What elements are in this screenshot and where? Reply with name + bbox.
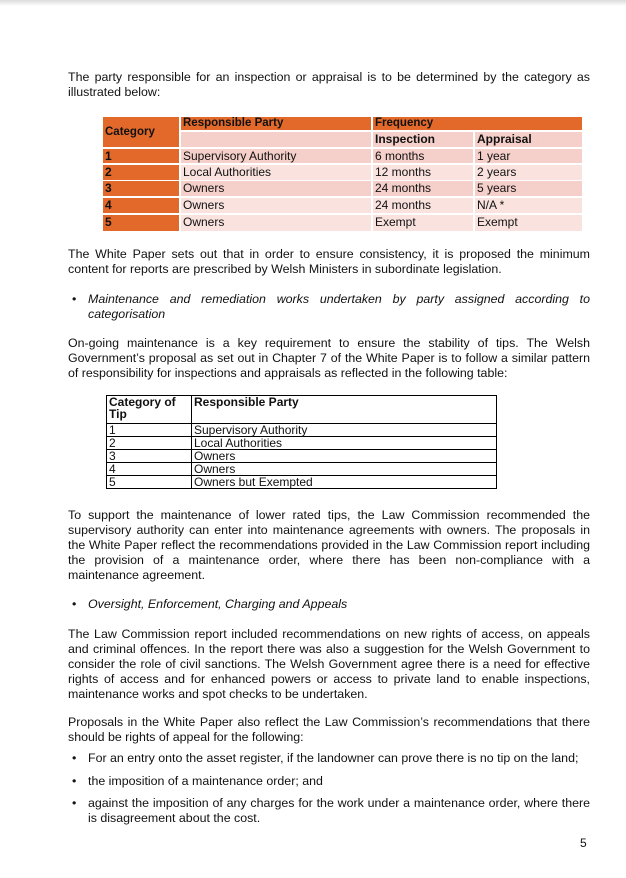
row5-appraisal: Exempt	[475, 215, 582, 231]
appeal-bullet-2-text: the imposition of a maintenance order; and	[88, 774, 323, 788]
row5-party: Owners	[181, 215, 371, 231]
responsible-party-table	[106, 395, 497, 489]
row1-appraisal: 1 year	[475, 149, 582, 163]
header-responsible-party: Responsible Party	[181, 117, 371, 130]
bullet-oversight-text: Oversight, Enforcement, Charging and Appeals	[88, 597, 348, 611]
bullet-maintenance-text: Maintenance and remediation works undertaken by party assigned according to categorisation	[88, 292, 590, 321]
row1-inspection: 6 months	[373, 149, 473, 163]
bullet-icon: •	[72, 774, 77, 788]
t2-row4-party: Owners	[192, 463, 497, 476]
row1-party: Supervisory Authority	[181, 149, 371, 163]
bullet-icon: •	[72, 796, 77, 810]
header-blank-cell	[181, 132, 371, 147]
row2-inspection: 12 months	[373, 165, 473, 180]
header-appraisal: Appraisal	[475, 132, 582, 147]
t2-row4-category: 4	[107, 463, 192, 476]
header-category: Category	[103, 117, 179, 147]
t2-row5-party: Owners but Exempted	[192, 476, 497, 489]
row3-appraisal: 5 years	[475, 181, 582, 196]
row3-inspection: 24 months	[373, 181, 473, 196]
row4-party: Owners	[181, 198, 371, 213]
t2-header-party: Responsible Party	[192, 396, 497, 424]
page-top-shadow	[0, 0, 626, 6]
header-frequency: Frequency	[373, 117, 582, 130]
support-paragraph: To support the maintenance of lower rated tips, the Law Commission recommended the supervisory authority can enter into maintenance agreements with owners. The proposals in the White Paper reflect the recommendations provided in the Law Commission report including the provision of a maintenance order, where there has been non-compliance with a maintenance agreement.	[68, 508, 590, 582]
row5-inspection: Exempt	[373, 215, 473, 231]
intro-paragraph: The party responsible for an inspection or appraisal is to be determined by the category as illustrated below:	[68, 70, 590, 99]
t2-row3-party: Owners	[192, 450, 497, 463]
row1-category: 1	[103, 149, 179, 163]
appeal-bullet-3-text: against the imposition of any charges for the work under a maintenance order, where there is disagreement about the cost.	[88, 796, 590, 825]
header-inspection: Inspection	[373, 132, 473, 147]
white-paper-paragraph: The White Paper sets out that in order to ensure consistency, it is proposed the minimum content for reports are prescribed by Welsh Ministers in subordinate legislation.	[68, 247, 590, 276]
row2-appraisal: 2 years	[475, 165, 582, 180]
row2-category: 2	[103, 165, 179, 180]
row5-category: 5	[103, 215, 179, 231]
row3-category: 3	[103, 181, 179, 196]
t2-row2-party: Local Authorities	[192, 437, 497, 450]
t2-row2-category: 2	[107, 437, 192, 450]
page-number: 5	[580, 836, 587, 850]
bullet-icon: •	[72, 292, 77, 306]
bullet-icon: •	[72, 751, 77, 765]
row4-appraisal: N/A *	[475, 198, 582, 213]
proposals-paragraph: Proposals in the White Paper also reflect the Law Commission’s recommendations that there should be rights of appeal for the following:	[68, 715, 590, 744]
law-commission-paragraph: The Law Commission report included recommendations on new rights of access, on appeals and criminal offences. In the report there was also a suggestion for the Welsh Government to consider the role of civil sanctions. The Welsh Government agree there is a need for effective rights of access and for enhanced powers or access to private land to enable inspections, maintenance works and spot checks to be undertaken.	[68, 627, 590, 701]
row4-inspection: 24 months	[373, 198, 473, 213]
ongoing-maintenance-paragraph: On-going maintenance is a key requirement to ensure the stability of tips. The Welsh Government’s proposal as set out in Chapter 7 of the White Paper is to follow a similar pattern of responsibility for inspections and appraisals as reflected in the following table:	[68, 336, 590, 380]
t2-row1-category: 1	[107, 424, 192, 437]
appeal-bullet-1-text: For an entry onto the asset register, if the landowner can prove there is no tip on the land;	[88, 751, 579, 765]
t2-row5-category: 5	[107, 476, 192, 489]
category-frequency-table	[103, 117, 582, 231]
row4-category: 4	[103, 198, 179, 213]
t2-row1-party: Supervisory Authority	[192, 424, 497, 437]
t2-row3-category: 3	[107, 450, 192, 463]
t2-header-category: Category of Tip	[107, 396, 192, 424]
row3-party: Owners	[181, 181, 371, 196]
bullet-icon: •	[72, 597, 77, 611]
row2-party: Local Authorities	[181, 165, 371, 180]
